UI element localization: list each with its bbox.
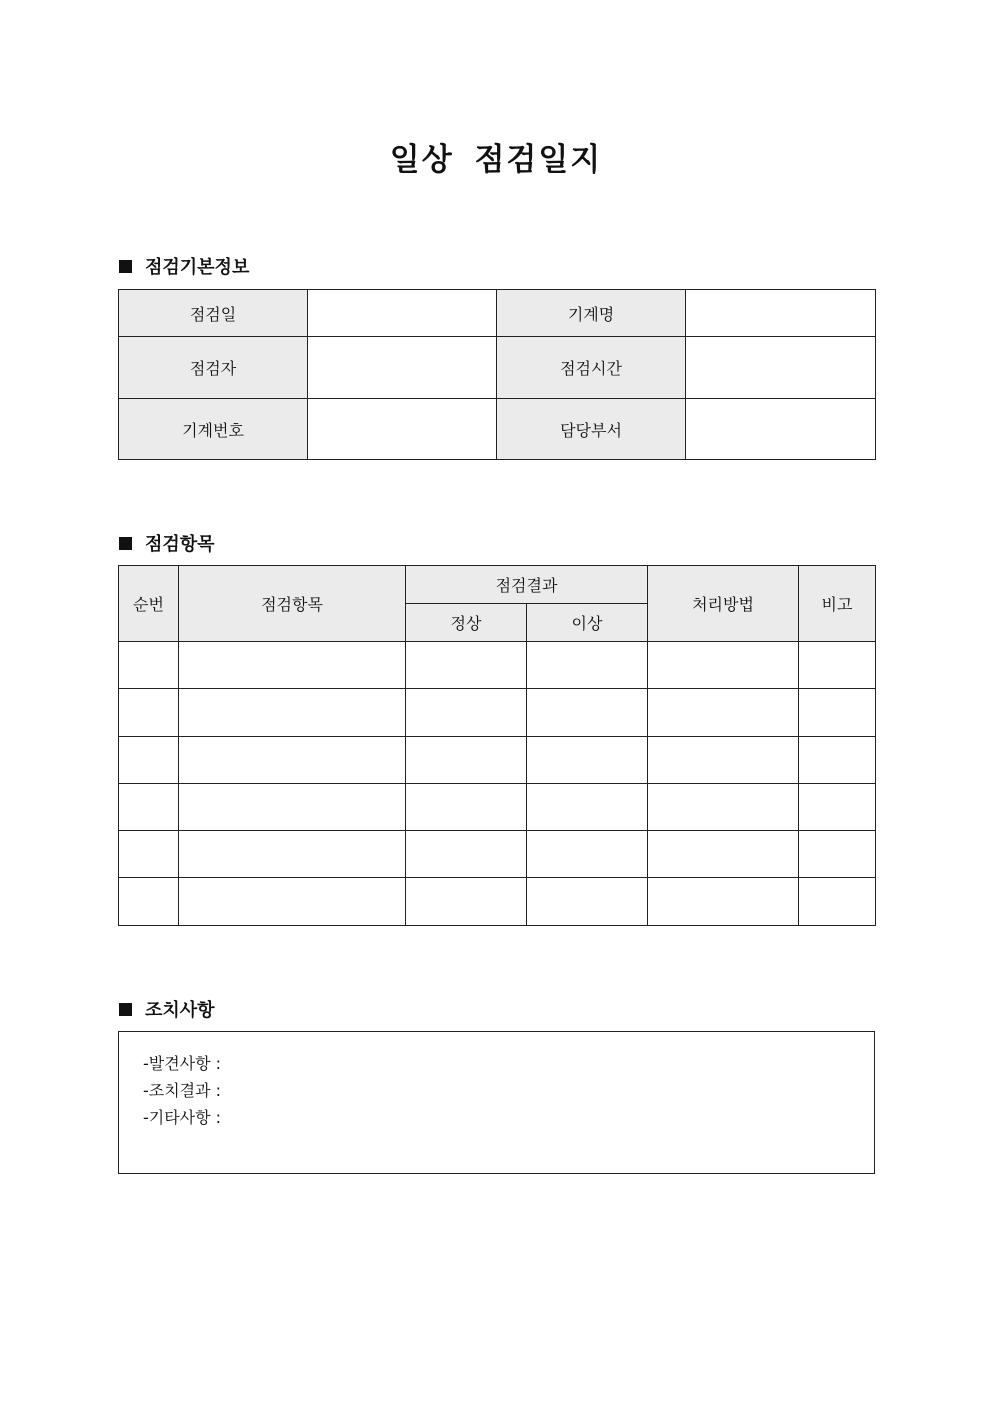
- label-inspection-time: 점검시간: [497, 337, 686, 399]
- section-heading-label: 점검기본정보: [145, 257, 250, 278]
- cell-abnormal[interactable]: [527, 689, 648, 737]
- table-row: [119, 737, 876, 784]
- cell-item[interactable]: [179, 737, 406, 784]
- square-bullet-icon: [119, 537, 132, 550]
- cell-item[interactable]: [179, 689, 406, 737]
- cell-no[interactable]: [119, 784, 179, 831]
- cell-method[interactable]: [648, 689, 799, 737]
- cell-method[interactable]: [648, 831, 799, 878]
- cell-note[interactable]: [799, 784, 876, 831]
- section-heading-label: 점검항목: [145, 534, 215, 555]
- cell-note[interactable]: [799, 878, 876, 926]
- cell-no[interactable]: [119, 737, 179, 784]
- field-machine-name[interactable]: [686, 290, 876, 337]
- actions-notes-box[interactable]: [118, 1031, 875, 1174]
- cell-no[interactable]: [119, 878, 179, 926]
- cell-abnormal[interactable]: [527, 784, 648, 831]
- label-machine-number: 기계번호: [119, 399, 308, 460]
- cell-note[interactable]: [799, 737, 876, 784]
- label-inspection-date: 점검일: [119, 290, 308, 337]
- cell-method[interactable]: [648, 642, 799, 689]
- notes-line-findings: -발견사항 :: [143, 1054, 222, 1073]
- cell-no[interactable]: [119, 689, 179, 737]
- cell-abnormal[interactable]: [527, 831, 648, 878]
- notes-line-other: -기타사항 :: [143, 1108, 222, 1127]
- cell-note[interactable]: [799, 642, 876, 689]
- field-machine-number[interactable]: [308, 399, 497, 460]
- square-bullet-icon: [119, 1003, 132, 1016]
- cell-method[interactable]: [648, 737, 799, 784]
- cell-abnormal[interactable]: [527, 878, 648, 926]
- cell-abnormal[interactable]: [527, 737, 648, 784]
- column-header-result: 점검결과: [406, 566, 648, 604]
- label-inspector: 점검자: [119, 337, 308, 399]
- table-row: [119, 689, 876, 737]
- column-header-no: 순번: [119, 566, 179, 642]
- cell-item[interactable]: [179, 642, 406, 689]
- label-department: 담당부서: [497, 399, 686, 460]
- square-bullet-icon: [119, 260, 132, 273]
- table-row: [119, 337, 876, 399]
- column-header-item: 점검항목: [179, 566, 406, 642]
- cell-method[interactable]: [648, 878, 799, 926]
- cell-normal[interactable]: [406, 784, 527, 831]
- cell-method[interactable]: [648, 784, 799, 831]
- column-header-note: 비고: [799, 566, 876, 642]
- cell-note[interactable]: [799, 689, 876, 737]
- inspection-items-table: [118, 565, 876, 926]
- cell-normal[interactable]: [406, 831, 527, 878]
- section-heading-actions: [119, 996, 215, 1022]
- column-header-abnormal: 이상: [527, 604, 648, 642]
- cell-normal[interactable]: [406, 689, 527, 737]
- table-row: [119, 642, 876, 689]
- notes-line-action-result: -조치결과 :: [143, 1081, 222, 1100]
- cell-item[interactable]: [179, 784, 406, 831]
- basic-info-table: [118, 289, 876, 460]
- field-department[interactable]: [686, 399, 876, 460]
- table-row: [119, 290, 876, 337]
- cell-note[interactable]: [799, 831, 876, 878]
- field-inspector[interactable]: [308, 337, 497, 399]
- column-header-normal: 정상: [406, 604, 527, 642]
- cell-abnormal[interactable]: [527, 642, 648, 689]
- table-row: [119, 399, 876, 460]
- cell-normal[interactable]: [406, 878, 527, 926]
- section-heading-inspection-items: [119, 530, 215, 556]
- cell-item[interactable]: [179, 831, 406, 878]
- table-row: [119, 878, 876, 926]
- section-heading-basic-info: [119, 253, 249, 279]
- cell-normal[interactable]: [406, 737, 527, 784]
- cell-no[interactable]: [119, 831, 179, 878]
- field-inspection-time[interactable]: [686, 337, 876, 399]
- cell-normal[interactable]: [406, 642, 527, 689]
- table-header-row: [119, 566, 876, 604]
- section-heading-label: 조치사항: [145, 1000, 215, 1021]
- page-title: 일상 점검일지: [389, 142, 603, 178]
- cell-no[interactable]: [119, 642, 179, 689]
- label-machine-name: 기계명: [497, 290, 686, 337]
- cell-item[interactable]: [179, 878, 406, 926]
- column-header-method: 처리방법: [648, 566, 799, 642]
- field-inspection-date[interactable]: [308, 290, 497, 337]
- table-row: [119, 831, 876, 878]
- table-row: [119, 784, 876, 831]
